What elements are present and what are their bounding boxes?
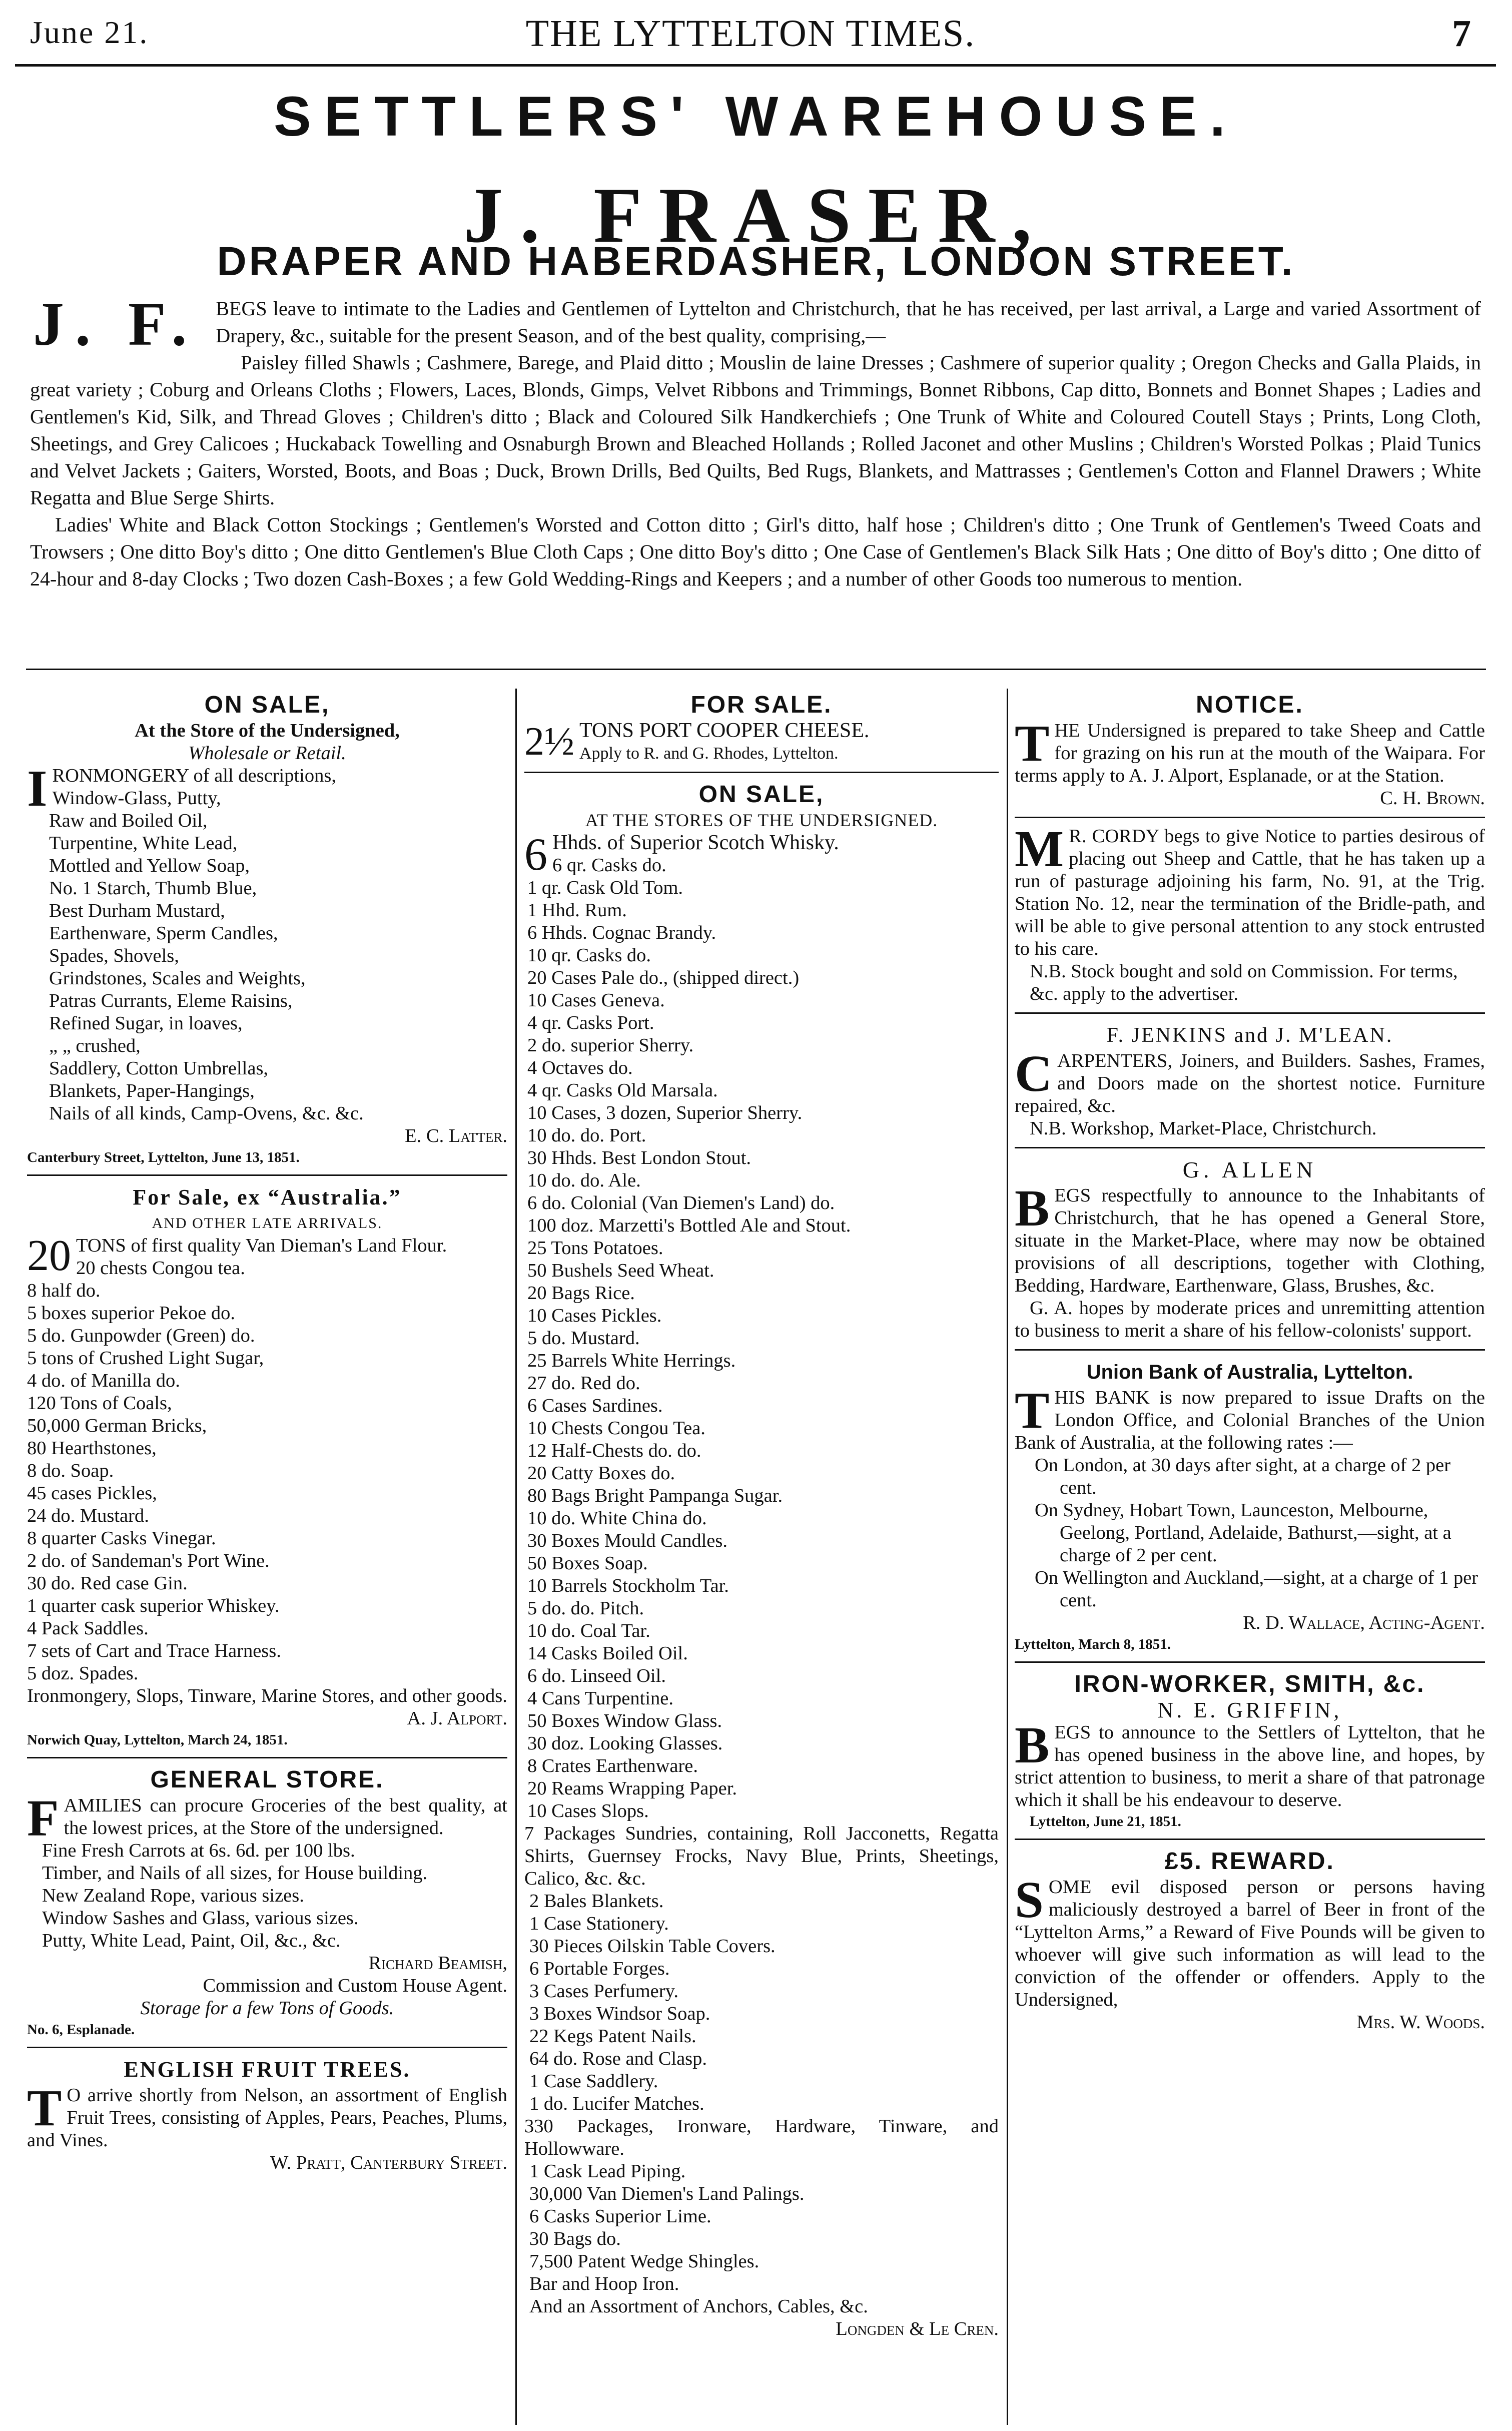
list-item: 10 do. do. Port. bbox=[527, 1125, 646, 1146]
list-item: Blankets, Paper-Hangings, bbox=[49, 1080, 255, 1101]
list-item: 10 do. Coal Tar. bbox=[527, 1620, 650, 1641]
list-item: 5 do. Gunpowder (Green) do. bbox=[27, 1325, 255, 1346]
list-item: Turpentine, White Lead, bbox=[49, 833, 238, 854]
list-item: 80 Bags Bright Pampanga Sugar. bbox=[527, 1485, 783, 1506]
item-list-3 bbox=[524, 2160, 999, 2318]
list-item: 20 Catty Boxes do. bbox=[527, 1463, 675, 1484]
list-item: On Wellington and Auckland,—sight, at a charge of 1 per cent. bbox=[1035, 1567, 1478, 1611]
ad-heading: IRON-WORKER, SMITH, &c. bbox=[1074, 1671, 1425, 1697]
ad-signature: E. C. Latter. bbox=[405, 1125, 507, 1146]
ad-separator bbox=[27, 1757, 507, 1758]
list-item: 10 Cases Pickles. bbox=[527, 1305, 662, 1326]
ad-first-line: RONMONGERY of all descriptions, bbox=[52, 765, 336, 786]
ad-separator bbox=[1015, 1147, 1485, 1148]
list-item: 30 Bags do. bbox=[529, 2228, 621, 2249]
list-item: No. 1 Starch, Thumb Blue, bbox=[49, 878, 257, 899]
ad-nb: N.B. Stock bought and sold on Commission. For terms, &c. apply to the advertiser. bbox=[1030, 961, 1458, 1004]
ad-signature: C. H. Brown. bbox=[1380, 788, 1485, 809]
item-list bbox=[27, 787, 507, 1125]
ad-heading: FOR SALE. bbox=[690, 692, 833, 718]
list-item: 1 Case Stationery. bbox=[529, 1913, 669, 1934]
list-item: 1 qr. Cask Old Tom. bbox=[527, 877, 683, 898]
list-item: 30 Hhds. Best London Stout. bbox=[527, 1147, 751, 1168]
list-item: 45 cases Pickles, bbox=[27, 1483, 157, 1504]
drop-cap: B bbox=[1015, 1716, 1050, 1774]
list-item: 24 do. Mustard. bbox=[27, 1505, 149, 1526]
list-item: 1 Cask Lead Piping. bbox=[529, 2161, 686, 2182]
ad-body: EGS respectfully to announce to the Inhabitants of Christchurch, that he has opened a General Store, situate in the Market-Place, where may now be obtained provisions of all descriptions, together with Clothing, Bedding, Hardware, Earthenware, Glass, Brushes, &c. bbox=[1015, 1185, 1485, 1296]
ad-body: EGS to announce to the Settlers of Lyttelton, that he has opened business in the above line, and hopes, by strict attention to business, to merit a share of that patronage which it shall be his endeavour to deserve. bbox=[1015, 1722, 1485, 1810]
list-item: 10 Cases Geneva. bbox=[527, 990, 665, 1011]
ad-nb: N.B. Workshop, Market-Place, Christchurch. bbox=[1030, 1118, 1377, 1139]
list-item: Fine Fresh Carrots at 6s. 6d. per 100 lbs. bbox=[42, 1840, 355, 1861]
list-item: 5 do. do. Pitch. bbox=[527, 1598, 644, 1619]
ad-heading: For Sale, ex “Australia.” bbox=[133, 1185, 402, 1209]
ad-body-2: G. A. hopes by moderate prices and unremitting attention to business to merit a share of his fellow-colonists' support. bbox=[1015, 1298, 1485, 1341]
ad-address: Norwich Quay, Lyttelton, March 24, 1851. bbox=[27, 1732, 288, 1748]
list-item: 10 Cases Slops. bbox=[527, 1800, 649, 1821]
ad-heading: G. ALLEN bbox=[1182, 1157, 1317, 1182]
section-rule bbox=[26, 669, 1486, 670]
ad-second-line: Apply to R. and G. Rhodes, Lyttelton. bbox=[579, 744, 839, 763]
drop-cap: C bbox=[1015, 1045, 1053, 1102]
ad-first-line: TONS PORT COOPER CHEESE. bbox=[579, 719, 870, 742]
list-item: 20 Bags Rice. bbox=[527, 1283, 635, 1304]
ad-reward bbox=[1015, 1847, 1485, 2034]
list-item: 25 Tons Potatoes. bbox=[527, 1238, 663, 1259]
drop-cap: I bbox=[27, 760, 48, 817]
list-item: 10 Cases, 3 dozen, Superior Sherry. bbox=[527, 1102, 803, 1123]
ad-first-line: TONS of first quality Van Dieman's Land Flour. bbox=[76, 1235, 447, 1256]
list-item: New Zealand Rope, various sizes. bbox=[42, 1885, 304, 1906]
list-item: 10 do. do. Ale. bbox=[527, 1170, 641, 1191]
list-item: 50 Boxes Soap. bbox=[527, 1553, 648, 1574]
list-item: 5 doz. Spades. bbox=[27, 1663, 139, 1684]
drop-cap: T bbox=[1015, 1382, 1050, 1439]
ad-iron-worker bbox=[1015, 1670, 1485, 1832]
ad-on-sale-longden bbox=[524, 780, 999, 2340]
ad-heading: £5. REWARD. bbox=[1165, 1848, 1335, 1875]
list-item: 6 qr. Casks do. bbox=[552, 855, 666, 876]
list-item: 100 doz. Marzetti's Bottled Ale and Stout. bbox=[527, 1215, 851, 1236]
list-item: 80 Hearthstones, bbox=[27, 1438, 157, 1459]
newspaper-title: THE LYTTELTON TIMES. bbox=[525, 13, 976, 55]
drop-number: 2½ bbox=[524, 720, 574, 764]
list-item: On London, at 30 days after sight, at a charge of 2 per cent. bbox=[1035, 1455, 1451, 1498]
list-item: Nails of all kinds, Camp-Ovens, &c. &c. bbox=[49, 1103, 364, 1124]
ad-first-line: Hhds. of Superior Scotch Whisky. bbox=[552, 831, 839, 854]
list-item: Window-Glass, Putty, bbox=[52, 788, 221, 809]
column-1 bbox=[27, 691, 507, 2174]
list-item: 22 Kegs Patent Nails. bbox=[529, 2026, 696, 2047]
list-item: „ „ crushed, bbox=[49, 1035, 141, 1056]
list-item: 4 qr. Casks Port. bbox=[527, 1012, 654, 1033]
list-item: 8 half do. bbox=[27, 1280, 101, 1301]
list-item: 27 do. Red do. bbox=[527, 1373, 640, 1394]
ad-heading: NOTICE. bbox=[1196, 692, 1304, 718]
ad-body: HE Undersigned is prepared to take Sheep and Cattle for grazing on his run at the mouth of the Waipara. For terms apply to A. J. Alport, Esplanade, or at the Station. bbox=[1015, 720, 1485, 786]
ad-signature-title: Commission and Custom House Agent. bbox=[203, 1975, 507, 1996]
drop-cap: F bbox=[27, 1789, 59, 1847]
list-item: 10 Chests Congou Tea. bbox=[527, 1418, 705, 1439]
list-item: 20 chests Congou tea. bbox=[76, 1258, 245, 1279]
list-item: Window Sashes and Glass, various sizes. bbox=[42, 1908, 359, 1929]
list-item: Patras Currants, Eleme Raisins, bbox=[49, 990, 293, 1011]
list-item: 50 Boxes Window Glass. bbox=[527, 1710, 722, 1731]
ad-body: ARPENTERS, Joiners, and Builders. Sashes, Frames, and Doors made on the shortest notice. Furniture repaired, &c. bbox=[1015, 1050, 1485, 1116]
ad-separator bbox=[1015, 1012, 1485, 1014]
banner-trade: DRAPER AND HABERDASHER, LONDON STREET. bbox=[217, 239, 1295, 284]
list-item: Timber, and Nails of all sizes, for House building. bbox=[42, 1863, 428, 1884]
list-item: 2 do. superior Sherry. bbox=[527, 1035, 694, 1056]
ad-body: O arrive shortly from Nelson, an assortment of English Fruit Trees, consisting of Apples, Pears, Peaches, Plums, and Vines. bbox=[27, 2085, 507, 2151]
ad-signature: Mrs. W. Woods. bbox=[1356, 2012, 1485, 2033]
list-item: 4 Pack Saddles. bbox=[27, 1618, 149, 1639]
list-item: 8 quarter Casks Vinegar. bbox=[27, 1528, 216, 1549]
column-rule-2 bbox=[1007, 689, 1008, 2425]
ad-g-allen bbox=[1015, 1155, 1485, 1342]
ad-english-fruit-trees bbox=[27, 2055, 507, 2174]
list-item: 120 Tons of Coals, bbox=[27, 1393, 172, 1414]
list-item: Bar and Hoop Iron. bbox=[529, 2273, 679, 2294]
ad-heading: F. JENKINS and J. M'LEAN. bbox=[1106, 1024, 1393, 1047]
list-item: 30 do. Red case Gin. bbox=[27, 1573, 188, 1594]
list-item: 1 quarter cask superior Whiskey. bbox=[27, 1595, 280, 1616]
list-item: Saddlery, Cotton Umbrellas, bbox=[49, 1058, 269, 1079]
page-number: 7 bbox=[1452, 13, 1471, 55]
ad-signature: A. J. Alport. bbox=[407, 1708, 507, 1729]
list-item: And an Assortment of Anchors, Cables, &c. bbox=[529, 2296, 868, 2317]
list-item: 6 Casks Superior Lime. bbox=[529, 2206, 711, 2227]
ad-signature: R. D. Wallace, Acting-Agent. bbox=[1243, 1612, 1485, 1633]
ad-cheese-for-sale bbox=[524, 691, 999, 765]
header-rule bbox=[15, 64, 1496, 67]
item-list bbox=[524, 854, 999, 1822]
list-item: 30 doz. Looking Glasses. bbox=[527, 1733, 723, 1754]
column-rule-1 bbox=[515, 689, 517, 2425]
page-header bbox=[30, 9, 1471, 64]
ad-heading: ON SALE, bbox=[698, 781, 825, 808]
ad-address: Canterbury Street, Lyttelton, June 13, 1851. bbox=[27, 1149, 300, 1165]
ad-italic-note: Wholesale or Retail. bbox=[188, 743, 346, 764]
ad-separator bbox=[1015, 1839, 1485, 1840]
ad-italic-note: Storage for a few Tons of Goods. bbox=[140, 1998, 394, 2019]
ad-union-bank bbox=[1015, 1358, 1485, 1654]
ad-body: OME evil disposed person or persons having maliciously destroyed a barrel of Beer in front of the “Lyttelton Arms,” a Reward of Five Pounds will be given to whoever will give such information as will lead to the conviction of the offender or offenders. Apply to the Undersigned, bbox=[1015, 1877, 1485, 2010]
list-item: 10 do. White China do. bbox=[527, 1508, 707, 1529]
ad-separator bbox=[1015, 817, 1485, 818]
ad-separator bbox=[27, 2047, 507, 2048]
drop-cap: T bbox=[1015, 715, 1050, 772]
list-item: Putty, White Lead, Paint, Oil, &c., &c. bbox=[42, 1930, 341, 1951]
ad-heading: ON SALE, bbox=[204, 692, 330, 718]
ad-sundries-line: 7 Packages Sundries, containing, Roll Jacconetts, Regatta Shirts, Guernsey Frocks, Navy Blue, Prints, Sheetings, Calico, &c. &c. bbox=[524, 1823, 999, 1889]
list-item: 12 Half-Chests do. do. bbox=[527, 1440, 701, 1461]
list-item: 30,000 Van Diemen's Land Palings. bbox=[529, 2183, 805, 2204]
list-item: 2 do. of Sandeman's Port Wine. bbox=[27, 1550, 270, 1571]
list-item: Earthenware, Sperm Candles, bbox=[49, 923, 278, 944]
ad-address: Lyttelton, March 8, 1851. bbox=[1015, 1636, 1171, 1652]
ad-separator bbox=[524, 772, 999, 773]
ad-body: AMILIES can procure Groceries of the best quality, at the lowest prices, at the Store of the undersigned. bbox=[64, 1795, 507, 1839]
item-list-2 bbox=[524, 1890, 999, 2115]
list-item: 30 Pieces Oilskin Table Covers. bbox=[529, 1936, 776, 1957]
list-item: 4 qr. Casks Old Marsala. bbox=[527, 1080, 718, 1101]
list-item: Refined Sugar, in loaves, bbox=[49, 1013, 243, 1034]
list-item: 30 Boxes Mould Candles. bbox=[527, 1530, 727, 1551]
item-list bbox=[27, 1840, 507, 1952]
ad-subheading: AT THE STORES OF THE UNDERSIGNED. bbox=[585, 810, 938, 830]
goods-list-paragraph: Paisley filled Shawls ; Cashmere, Barege, and Plaid ditto ; Mouslin de laine Dresses ; Cashmere of superior quality ; Oregon Checks and Galla Plaids, in great variety ; Coburg and Orleans Cloths ; Flowers, Laces, Blonds, Gimps, Velvet Ribbons and Trimmings, Bonnet Ribbons, Cap ditto, Bonnets and Bonnet Shapes ; Ladies and Gentlemen's Kid, Silk, and Thread Gloves ; Children's ditto ; Black and Coloured Silk Handkerchiefs ; One Trunk of White and Coloured Coutell Stays ; Prints, Long Cloth, Sheetings, and Grey Calicoes ; Huckaback Towelling and Osnaburgh Brown and Bleached Hollands ; Rolled Jaconet and other Muslins ; Children's Worsted Polkas ; Plaid Tunics and Velvet Jackets ; Gaiters, Worsted, Boots, and Boas ; Duck, Brown Drills, Bed Quilts, Bed Rugs, Blankets, and Mattrasses ; Gentlemen's Cotton and Flannel Drawers ; White Regatta and Blue Serge Shirts. bbox=[30, 351, 1481, 509]
list-item: Best Durham Mustard, bbox=[49, 900, 225, 921]
list-item: 4 Octaves do. bbox=[527, 1057, 633, 1078]
fraser-advertisement bbox=[30, 290, 1481, 592]
drop-cap: B bbox=[1015, 1179, 1050, 1237]
ad-subheading: At the Store of the Undersigned, bbox=[135, 720, 400, 741]
list-item: 5 tons of Crushed Light Sugar, bbox=[27, 1348, 264, 1369]
list-item: 6 Cases Sardines. bbox=[527, 1395, 663, 1416]
ad-signature: Richard Beamish, bbox=[368, 1953, 507, 1974]
list-item: 3 Boxes Windsor Soap. bbox=[529, 2003, 710, 2024]
ad-heading: Union Bank of Australia, Lyttelton. bbox=[1086, 1361, 1413, 1383]
list-item: 7 sets of Cart and Trace Harness. bbox=[27, 1640, 281, 1661]
ad-last-line: Ironmongery, Slops, Tinware, Marine Stores, and other goods. bbox=[27, 1685, 507, 1706]
ad-general-store bbox=[27, 1765, 507, 2040]
list-item: 10 Barrels Stockholm Tar. bbox=[527, 1575, 729, 1596]
ad-subheading: N. E. GRIFFIN, bbox=[1157, 1698, 1342, 1722]
issue-date: June 21. bbox=[30, 15, 149, 50]
ad-body: R. CORDY begs to give Notice to parties desirous of placing out Sheep and Cattle, that he has taken up a run of pasturage adjoining his farm, No. 91, at the Trig. Station No. 12, near the termination of the Bridle-path, and will be able to give personal attention to any stock entrusted to his care. bbox=[1015, 826, 1485, 959]
ad-for-sale-australia bbox=[27, 1183, 507, 1750]
list-item: 1 Hhd. Rum. bbox=[527, 900, 627, 921]
ad-signature: W. Pratt, Canterbury Street. bbox=[270, 2152, 507, 2173]
column-3 bbox=[1015, 691, 1485, 2034]
list-item: 14 Casks Boiled Oil. bbox=[527, 1643, 688, 1664]
list-item: 4 Cans Turpentine. bbox=[527, 1688, 673, 1709]
list-item: 8 do. Soap. bbox=[27, 1460, 114, 1481]
list-item: 20 Cases Pale do., (shipped direct.) bbox=[527, 967, 800, 988]
list-item: 6 Hhds. Cognac Brandy. bbox=[527, 922, 716, 943]
ad-signature: Longden & Le Cren. bbox=[836, 2318, 999, 2339]
list-item: 50 Bushels Seed Wheat. bbox=[527, 1260, 714, 1281]
list-item: Grindstones, Scales and Weights, bbox=[49, 968, 306, 989]
goods-list-paragraph-2: Ladies' White and Black Cotton Stockings ; Gentlemen's Worsted and Cotton ditto ; Girl's ditto, half hose ; Children's ditto ; One Trunk of Gentlemen's Tweed Coats and Trowsers ; One ditto Boy's ditto ; One ditto Gentlemen's Blue Cloth Caps ; One ditto Boy's ditto ; One Case of Gentlemen's Black Silk Hats ; One ditto of Boy's ditto ; One ditto of 24-hour and 8-day Clocks ; Two dozen Cash-Boxes ; a few Gold Wedding-Rings and Keepers ; and a number of other Goods too numerous to mention. bbox=[30, 513, 1481, 590]
column-2 bbox=[524, 691, 999, 2340]
ad-notice-brown bbox=[1015, 691, 1485, 810]
ad-body: HIS BANK is now prepared to issue Drafts on the London Office, and Colonial Branches of the Union Bank of Australia, at the following rates :— bbox=[1015, 1387, 1485, 1453]
list-item: 6 do. Linseed Oil. bbox=[527, 1665, 666, 1686]
list-item: 1 do. Lucifer Matches. bbox=[529, 2093, 704, 2114]
list-item: 8 Crates Earthenware. bbox=[527, 1755, 698, 1776]
list-item: 7,500 Patent Wedge Shingles. bbox=[529, 2251, 760, 2272]
list-item: 2 Bales Blankets. bbox=[529, 1891, 664, 1912]
list-item: Mottled and Yellow Soap, bbox=[49, 855, 250, 876]
list-item: 20 Reams Wrapping Paper. bbox=[527, 1778, 737, 1799]
rate-list bbox=[1015, 1454, 1485, 1612]
ad-address: Lyttelton, June 21, 1851. bbox=[1030, 1813, 1181, 1830]
list-item: 3 Cases Perfumery. bbox=[529, 1981, 678, 2002]
ad-subheading: AND OTHER LATE ARRIVALS. bbox=[152, 1215, 383, 1232]
list-item: 64 do. Rose and Clasp. bbox=[529, 2048, 707, 2069]
list-item: 10 qr. Casks do. bbox=[527, 945, 651, 966]
ad-packages-line: 330 Packages, Ironware, Hardware, Tinware, and Hollowware. bbox=[524, 2116, 999, 2159]
list-item: 4 do. of Manilla do. bbox=[27, 1370, 180, 1391]
ad-jenkins-mclean bbox=[1015, 1021, 1485, 1140]
ad-cordy bbox=[1015, 820, 1485, 1005]
ad-address: No. 6, Esplanade. bbox=[27, 2022, 135, 2038]
list-item: Raw and Boiled Oil, bbox=[49, 810, 208, 831]
list-item: 5 boxes superior Pekoe do. bbox=[27, 1303, 235, 1324]
ad-heading: GENERAL STORE. bbox=[150, 1766, 384, 1793]
ad-on-sale-latter bbox=[27, 691, 507, 1167]
banner-title: SETTLERS' WAREHOUSE. bbox=[273, 85, 1239, 148]
list-item: 6 Portable Forges. bbox=[529, 1958, 670, 1979]
banner-name: J. FRASER, bbox=[463, 172, 1049, 259]
list-item: Spades, Shovels, bbox=[49, 945, 179, 966]
ad-separator bbox=[1015, 1349, 1485, 1351]
initials: J. F. bbox=[33, 290, 198, 358]
drop-cap: S bbox=[1015, 1871, 1044, 1929]
ad-heading: ENGLISH FRUIT TREES. bbox=[124, 2057, 411, 2082]
list-item: 50,000 German Bricks, bbox=[27, 1415, 207, 1436]
list-item: On Sydney, Hobart Town, Launceston, Melbourne, Geelong, Portland, Adelaide, Bathurst,—sight, at a charge of 2 per cent. bbox=[1035, 1500, 1451, 1566]
drop-cap: M bbox=[1015, 820, 1064, 878]
item-list bbox=[27, 1257, 507, 1685]
list-item: 6 do. Colonial (Van Diemen's Land) do. bbox=[527, 1192, 835, 1213]
list-item: 25 Barrels White Herrings. bbox=[527, 1350, 736, 1371]
ad-separator bbox=[1015, 1661, 1485, 1663]
ad-separator bbox=[27, 1174, 507, 1176]
drop-cap: T bbox=[27, 2079, 62, 2137]
list-item: 1 Case Saddlery. bbox=[529, 2071, 658, 2092]
drop-number: 6 bbox=[524, 829, 547, 880]
list-item: 5 do. Mustard. bbox=[527, 1328, 640, 1349]
drop-number: 20 bbox=[27, 1232, 71, 1280]
intro-paragraph: BEGS leave to intimate to the Ladies and Gentlemen of Lyttelton and Christchurch, that he has received, per last arrival, a Large and varied Assortment of Drapery, &c., suitable for the present Season, and of the best quality, comprising,— bbox=[216, 297, 1481, 347]
